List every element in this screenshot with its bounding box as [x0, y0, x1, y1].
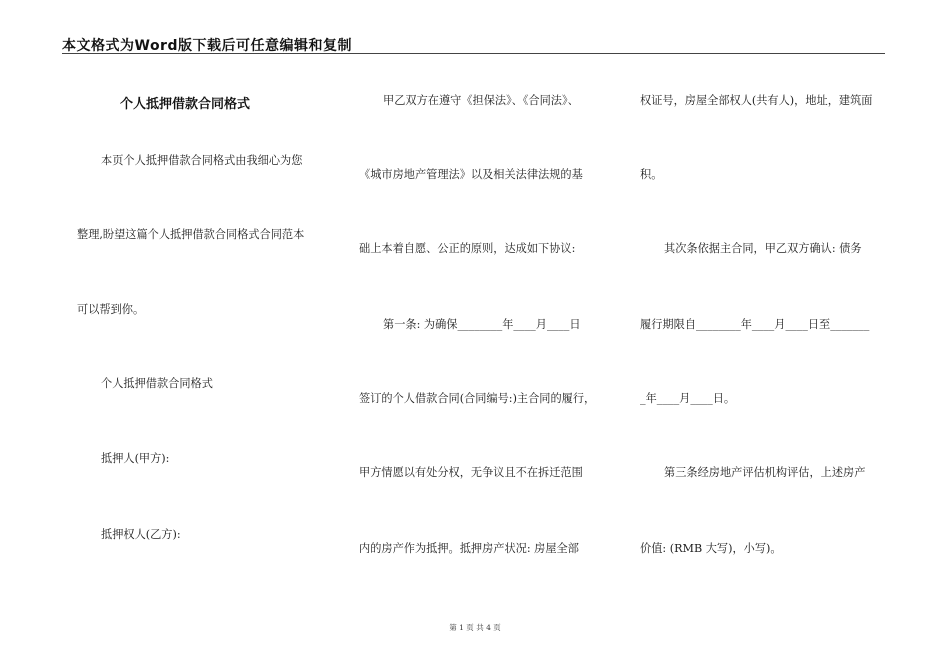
paragraph-line: 其次条依据主合同，甲乙双方确认: 债务	[664, 242, 862, 255]
paragraph-line: 权证号，房屋全部权人(共有人)，地址，建筑面	[640, 94, 873, 107]
paragraph-line: 内的房产作为抵押。抵押房产状况: 房屋全部	[359, 542, 579, 555]
header-divider	[62, 53, 885, 54]
paragraph-line: 第一条: 为确保________年____月____日	[383, 318, 581, 331]
paragraph-line: 第三条经房地产评估机构评估，上述房产	[664, 466, 866, 479]
paragraph-line: 签订的个人借款合同(合同编号:)主合同的履行，	[359, 392, 596, 405]
paragraph-line: _年____月____日。	[640, 392, 736, 405]
party-b-label: 抵押权人(乙方):	[101, 528, 181, 541]
paragraph-line: 本页个人抵押借款合同格式由我细心为您	[101, 154, 303, 167]
paragraph-line: 整理,盼望这篇个人抵押借款合同格式合同范本	[77, 228, 305, 241]
document-title: 个人抵押借款合同格式	[120, 97, 251, 112]
paragraph-line: 甲方情愿以有处分权，无争议且不在拆迁范围	[359, 466, 583, 479]
paragraph-line: 积。	[640, 168, 663, 181]
page-number: 第 1 页 共 4 页	[449, 623, 501, 632]
party-a-label: 抵押人(甲方):	[101, 452, 170, 465]
paragraph-line: 价值: (RMB 大写)，小写)。	[640, 542, 782, 555]
paragraph-line: 可以帮到你。	[77, 303, 145, 316]
paragraph-line: 履行期限自________年____月____日至_______	[640, 318, 870, 331]
paragraph-line: 甲乙双方在遵守《担保法》、《合同法》、	[383, 94, 579, 107]
paragraph-line: 础上本着自愿、公正的原则，达成如下协议:	[359, 242, 576, 255]
document-banner: 本文格式为Word版下载后可任意编辑和复制	[62, 38, 352, 54]
section-heading: 个人抵押借款合同格式	[101, 377, 213, 390]
paragraph-line: 《城市房地产管理法》以及相关法律法规的基	[359, 168, 583, 181]
